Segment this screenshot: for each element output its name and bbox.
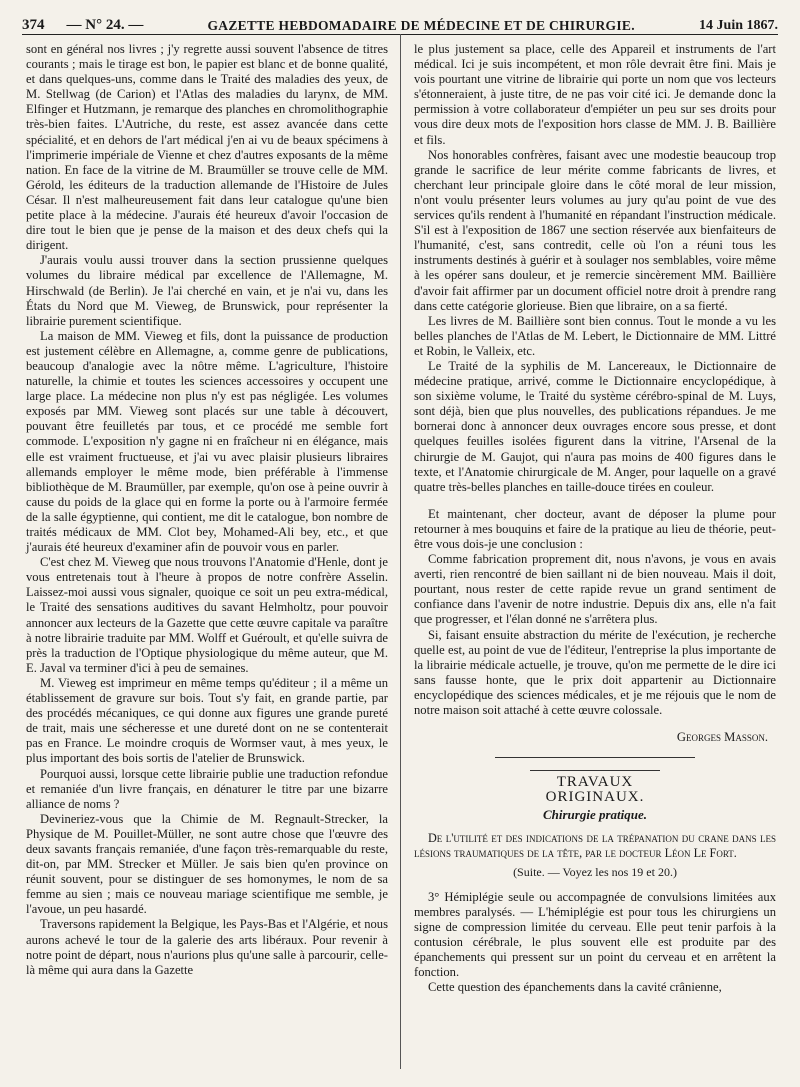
paragraph: Si, faisant ensuite abstraction du mérite de l'exécution, je recherche quelle est, au point de vue de l'éditeur, l'entreprise la plus importante de la librairie médicale actuelle, je trouve, qu'on me permette de le dire ici sans fausse honte, que le prix doit appartenir au Dictionnaire encyclopédique des sciences médicales, et je me réjouis que le nom de notre maison soit attaché à cette œuvre colossale.	[414, 627, 776, 718]
paragraph: Les livres de M. Baillière sont bien connus. Tout le monde a vu les belles planches de l'Atlas de M. Lebert, le Dictionnaire de MM. Littré et Robin, le Valleix, etc.	[414, 313, 776, 358]
paragraph: Traversons rapidement la Belgique, les Pays-Bas et l'Algérie, et nous aurons achevé le tour de la galerie des arts libéraux. Pour revenir à notre point de départ, nous n'aurions plus qu'une salle à parcourir, celle-là même qui aura dans la Gazette	[26, 917, 388, 977]
paragraph: sont en général nos livres ; j'y regrette aussi souvent l'absence de titres courants ; mais le tirage est bon, le papier est blanc et de bonne qualité, et dans quelques-uns, comme dans le Traité des maladies des yeux, de M. Stellwag (de Carion) et l'Atlas des maladies du larynx, de MM. Elfinger et Hutzmann, je remarque des planches en chromolithographie très-bien faites. L'Autriche, du reste, est assez avancée dans cette spécialité, et en dehors de l'art médical j'en ai vu de beaux spécimens à l'imprimerie impériale de Vienne et chez d'autres exposants de la même nation. En face de la vitrine de M. Braumüller se trouve celle de MM. Gérold, les éditeurs de la traduction allemande de l'Histoire de Jules César. Il n'est malheureusement fait dans leur catalogue qu'une bien petite place à la médecine. J'aurais été heureux d'avoir l'occasion de dire tout le bien que je pense de la maison et des deux chefs qui la dirigent.	[26, 42, 388, 253]
signature: Georges Masson.	[676, 730, 768, 745]
section-title: TRAVAUX ORIGINAUX.	[530, 770, 660, 805]
paragraph: Pourquoi aussi, lorsque cette librairie publie une traduction refondue et remaniée d'un livre français, en dénaturer le titre par une bizarre alliance de noms ?	[26, 766, 388, 811]
left-column	[26, 42, 388, 978]
paragraph: Cette question des épanchements dans la cavité crânienne,	[428, 980, 722, 995]
paragraph: Le Traité de la syphilis de M. Lancereaux, le Dictionnaire de médecine pratique, arrivé, comme le Dictionnaire encyclopédique, à son sixième volume, le Traité du système cérébro-spinal de M. Luys, sont déjà, bien que plus nouvelles, des publications répandues. Je me bornerai donc à annoncer deux ouvrages encore sous presse, et dont quelques feuilles isolées figurent dans la vitrine, l'Arsenal de la chirurgie de M. Gaujot, qui n'aura pas moins de 400 figures dans le texte, et l'Anatomie chirurgicale de M. Anger, pour laquelle on a gravé quatre très-belles planches en taille-douce tirées en couleur.	[414, 358, 776, 494]
paragraph: M. Vieweg est imprimeur en même temps qu'éditeur ; il a même un établissement de gravure sur bois. Tout s'y fait, en grande partie, par des procédés mécaniques, ce qui donne aux figures une grande pureté de trait, mais une sécheresse et une dureté dont on ne se contenterait pas en France. Le moindre croquis de Wormser vaut, à mes yeux, le plus important des bois sortis de l'atelier de Brunswick.	[26, 675, 388, 766]
issue-date: 14 Juin 1867.	[699, 18, 778, 33]
section-divider	[495, 757, 695, 758]
paragraph: 3° Hémiplégie seule ou accompagnée de convulsions limitées aux membres paralysés. — L'hémiplégie est pour tous les chirurgiens un signe de compression limitée du cerveau. Elle peut tenir parfois à la contusion cérébrale, le plus souvent elle est produite par des épanchements qui pressent sur un point du cerveau et en arrêtent la fonction.	[414, 889, 776, 980]
issue-number: — N° 24. —	[66, 17, 144, 33]
article-title: De l'utilité et des indications de la trépanation du crane dans les lésions traumatiques de la tête, par le docteur Léon Le Fort.	[414, 830, 776, 860]
right-column	[414, 42, 776, 995]
paragraph: Nos honorables confrères, faisant avec une modestie beaucoup trop grande le sacrifice de leur mérite comme fabricants de livres, et cherchant leur principale gloire dans le côté moral de leur mission, n'ont voulu présenter leurs volumes au jury qu'au point de vue des services qu'ils rendent à l'humanité en répandant l'instruction médicale. S'il est à l'exposition de 1867 une section réservée aux bienfaiteurs de l'humanité, c'est, sans contredit, celle où l'on a réuni tous les instruments destinés à guérir et à soulager nos semblables, voire même à les opérer sans douleur, et je remercie sincèrement MM. Baillière d'avoir fait affirmer par un document officiel notre droit à prendre rang dans cette catégorie glorieuse. Bien que libraire, on a sa fierté.	[414, 147, 776, 313]
paragraph: Devineriez-vous que la Chimie de M. Regnault-Strecker, la Physique de M. Pouillet-Müller, ne sont autre chose que l'œuvre des deux savants français remaniée, d'une façon très-remarquable du reste, dit-on, par MM. Strecker et Müller. Je sais bien qu'en province on réunit souvent, pour se distinguer de ses homonymes, le nom de sa femme au sien ; mais ce nouveau mariage scientifique me semble, je l'avoue, un peu hasardé.	[26, 811, 388, 917]
paragraph: Et maintenant, cher docteur, avant de déposer la plume pour retourner à mes bouquins et faire de la pratique au lieu de théorie, peut-être vous dois-je une conclusion :	[414, 506, 776, 551]
subsection-title: Chirurgie pratique.	[542, 807, 648, 823]
spacer	[414, 495, 776, 507]
page-header	[22, 8, 778, 35]
paragraph: J'aurais voulu aussi trouver dans la section prussienne quelques volumes du libraire médical par excellence de l'Allemagne, M. Hirschwald (de Berlin). Je l'ai cherché en vain, et je n'ai vu, dans les États du Nord que M. Vieweg, de Brunswick, pour représenter la librairie purement scientifique.	[26, 253, 388, 328]
header-left	[22, 16, 143, 34]
paragraph: C'est chez M. Vieweg que nous trouvons l'Anatomie d'Henle, dont je vous entretenais tout à l'heure à propos de notre confrère Asselin. Laissez-moi aussi vous signaler, quoique ce soit un peu extra-médical, le Traité des sensations auditives du savant Helmholtz, pour pouvoir annoncer aux lecteurs de la Gazette que cette œuvre capitale va paraître à notre librairie traduite par MM. Wolff et Guéroult, et qu'elle suivra de près la traduction de l'Optique physiologique du même auteur, que M. E. Javal va terminer d'ici à peu de semaines.	[26, 555, 388, 675]
paragraph: La maison de MM. Vieweg et fils, dont la puissance de production est justement célèbre en Allemagne, a, comme genre de publications, beaucoup d'analogie avec la nôtre même. L'agriculture, l'histoire naturelle, la chimie et toutes les sciences accessoires y occupent une large place. La médecine non plus n'y est pas négligée. Les volumes exposés par MM. Vieweg sont placés sur une table à découvert, pouvant être feuilletés par tous, et ce procédé me semble fort commode. L'exposition n'y gagne ni en fraîcheur ni en élégance, mais elle est vraiment fructueuse, et j'ai vu avec plaisir plusieurs libraires allemands employer le même mode, bien préférable à l'immense bibliothèque de M. Braumüller, par exemple, qu'on ose à peine ouvrir à cause du poids de la glace qui en forme la porte ou à l'armoire fermée de la salle égyptienne, qui contient, me dit le catalogue, bon nombre de traités médicaux de MM. Clot bey, Mohamed-Ali bey, etc., et que j'aurais été heureux d'examiner afin de pouvoir vous en parler.	[26, 328, 388, 555]
journal-title: GAZETTE HEBDOMADAIRE DE MÉDECINE ET DE CHIRURGIE.	[207, 18, 635, 33]
paragraph: Comme fabrication proprement dit, nous n'avons, je vous en avais averti, rien rencontré de bien saillant ni de bien nouveau. Mais il doit, pourtant, nous rester de cette rapide revue un grand sentiment de confiance dans l'avenir de notre industrie. Depuis dix ans, elle n'a fait que progresser, et l'élan donné ne s'arrêtera plus.	[414, 552, 776, 627]
continuation-note: (Suite. — Voyez les nos 19 et 20.)	[513, 864, 677, 879]
page-number: 374	[22, 17, 45, 33]
paragraph: le plus justement sa place, celle des Appareil et instruments de l'art médical. Ici je suis incompétent, et mon rôle devrait être fini. Mais je vois pourtant une vitrine de librairie qui porte un nom que vos lecteurs s'étonneraient, à juste titre, de ne pas voir cité ici. Je demande donc la permission à votre collaborateur d'empiéter un peu sur ses droits pour vous dire deux mots de l'exposition hors classe de MM. J. B. Baillière et fils.	[414, 42, 776, 147]
column-divider	[400, 34, 401, 1069]
